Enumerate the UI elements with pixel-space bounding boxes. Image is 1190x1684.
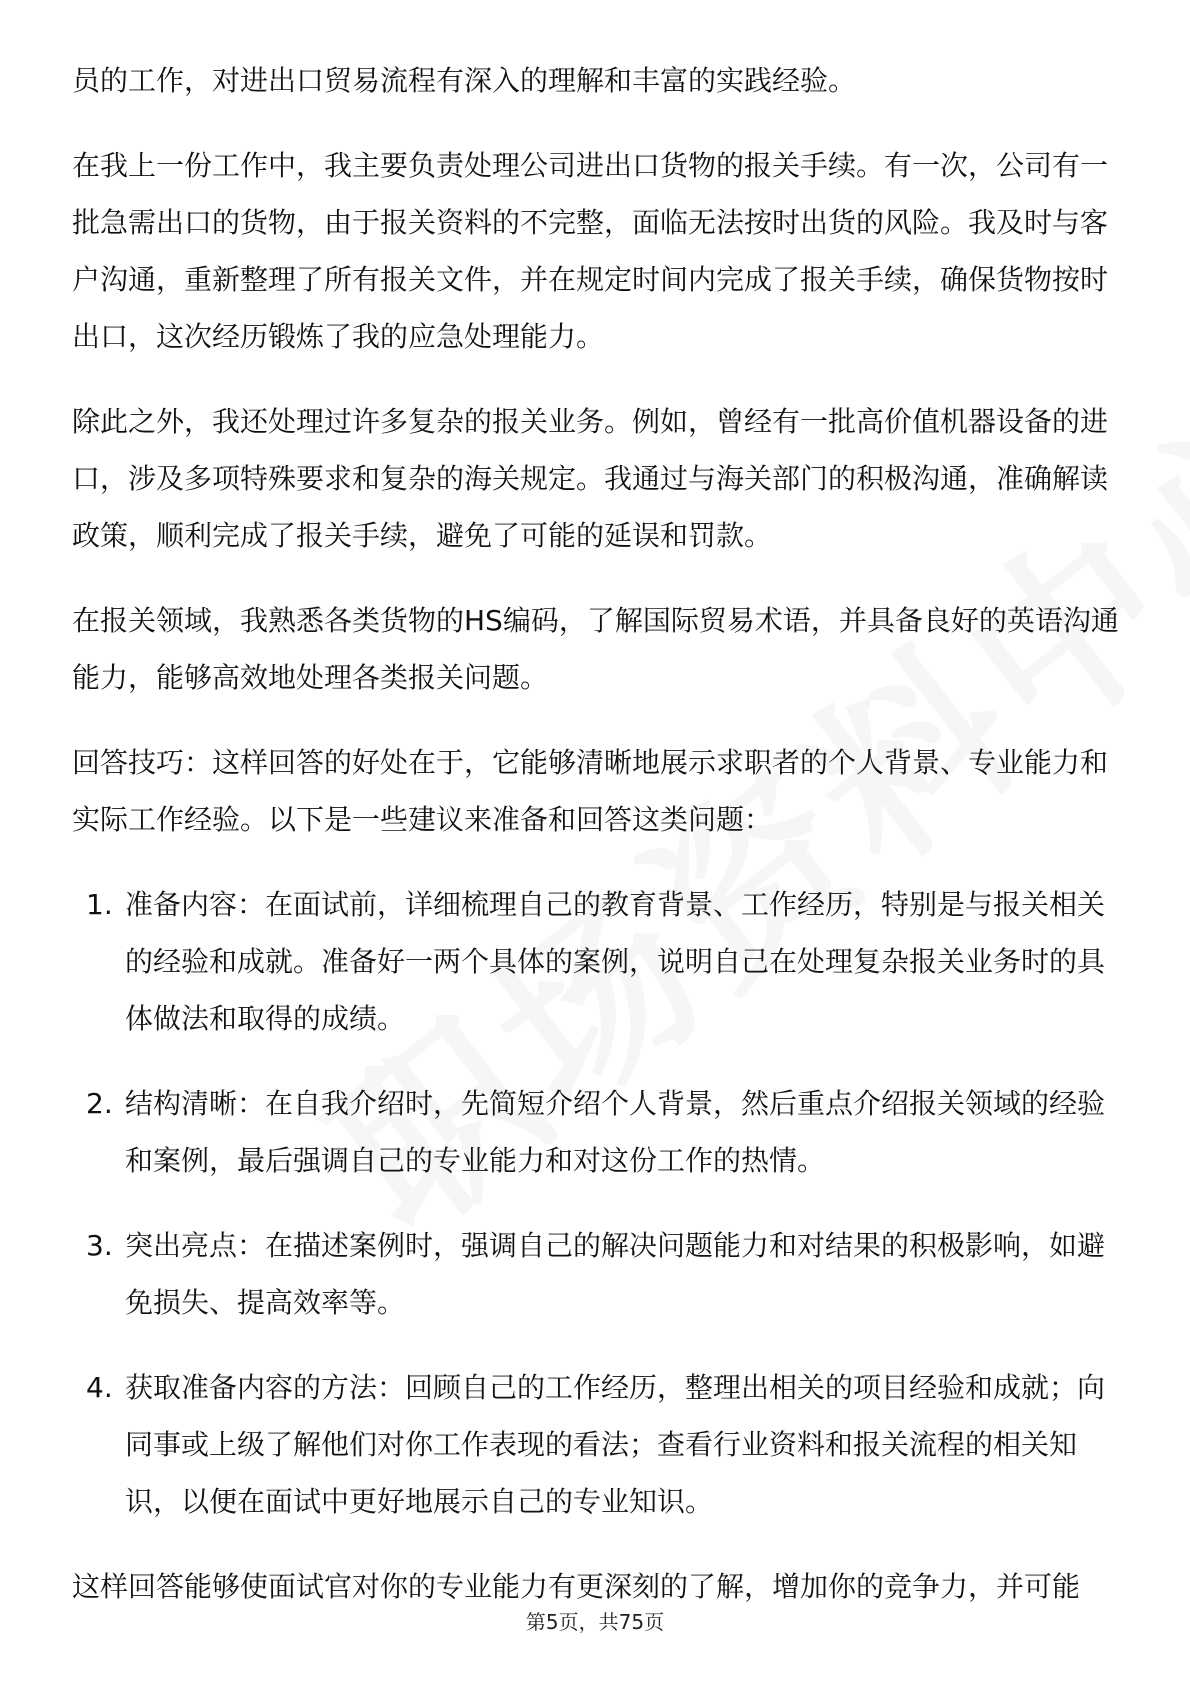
- paragraph-expertise: 在报关领域，我熟悉各类货物的HS编码，了解国际贸易术语，并具备良好的英语沟通能力，能够高效地处理各类报关问题。: [72, 604, 1119, 694]
- tips-list-item: [72, 1359, 1122, 1530]
- tips-list: [72, 876, 1122, 1530]
- paragraph-previous-job: 在我上一份工作中，我主要负责处理公司进出口货物的报关手续。有一次，公司有一批急需出口的货物，由于报关资料的不完整，面临无法按时出货的风险。我及时与客户沟通，重新整理了所有报关文件，并在规定时间内完成了报关手续，确保货物按时出口，这次经历锻炼了我的应急处理能力。: [72, 149, 1109, 353]
- list-item-number: 4.: [86, 1371, 113, 1404]
- paragraph-answer-tips: 回答技巧：这样回答的好处在于，它能够清晰地展示求职者的个人背景、专业能力和实际工作经验。以下是一些建议来准备和回答这类问题：: [72, 746, 1109, 836]
- page-content: [72, 52, 1122, 1643]
- list-item-text: 获取准备内容的方法：回顾自己的工作经历，整理出相关的项目经验和成就；向同事或上级了解他们对你工作表现的看法；查看行业资料和报关流程的相关知识，以便在面试中更好地展示自己的专业知识。: [125, 1371, 1106, 1518]
- tips-list-item: [72, 1217, 1122, 1331]
- list-item-number: 1.: [86, 888, 113, 921]
- list-item-text: 准备内容：在面试前，详细梳理自己的教育背景、工作经历，特别是与报关相关的经验和成就。准备好一两个具体的案例，说明自己在处理复杂报关业务时的具体做法和取得的成绩。: [125, 888, 1106, 1035]
- list-item-text: 结构清晰：在自我介绍时，先简短介绍个人背景，然后重点介绍报关领域的经验和案例，最后强调自己的专业能力和对这份工作的热情。: [125, 1087, 1106, 1177]
- paragraph-intro-continued: 员的工作，对进出口贸易流程有深入的理解和丰富的实践经验。: [72, 64, 857, 97]
- list-item-text: 突出亮点：在描述案例时，强调自己的解决问题能力和对结果的积极影响，如避免损失、提高效率等。: [125, 1229, 1106, 1319]
- list-item-number: 2.: [86, 1087, 113, 1120]
- tips-list-item: [72, 1075, 1122, 1189]
- page-number-footer: 第5页，共75页: [525, 1610, 665, 1634]
- tips-list-item: [72, 876, 1122, 1047]
- list-item-number: 3.: [86, 1229, 113, 1262]
- paragraph-complex-cases: 除此之外，我还处理过许多复杂的报关业务。例如，曾经有一批高价值机器设备的进口，涉及多项特殊要求和复杂的海关规定。我通过与海关部门的积极沟通，准确解读政策，顺利完成了报关手续，避免了可能的延误和罚款。: [72, 405, 1109, 552]
- paragraph-closing: 这样回答能够使面试官对你的专业能力有更深刻的了解，增加你的竞争力，并可能: [72, 1570, 1081, 1603]
